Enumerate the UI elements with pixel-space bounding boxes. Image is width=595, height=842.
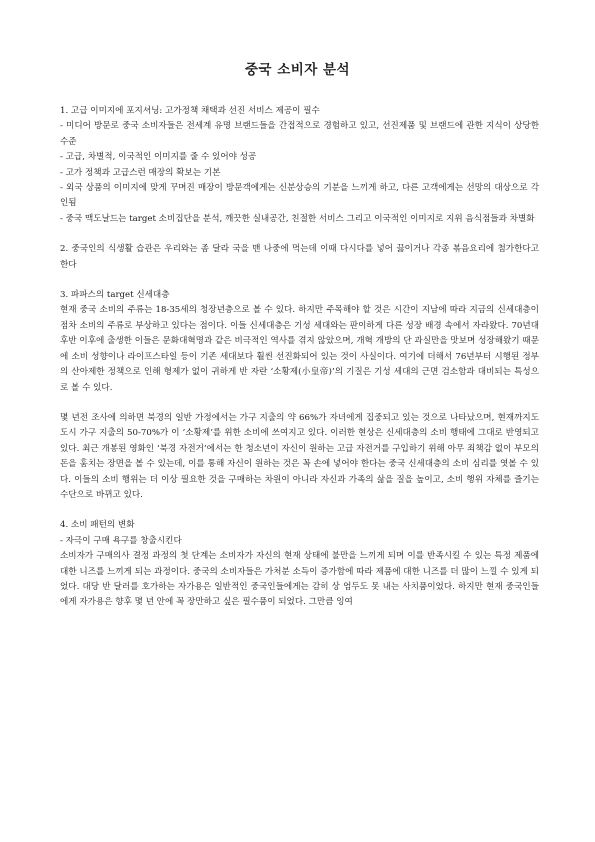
section-4-bullet: - 자극이 구매 욕구를 창출시킨다	[60, 535, 182, 546]
section-1-heading: 1. 고급 이미지에 포지셔닝: 고가정책 채택과 선진 서비스 제공이 필수	[60, 106, 320, 116]
document-title: 중국 소비자 분석	[244, 62, 351, 78]
section-2-heading: 2. 중국인의 식생활 습관은 우리와는 좀 달라 국을 맨 나중에 먹는데 이때 다시다를 넣어 끓이거나 각종 볶음요리에 첨가한다고 한다	[60, 244, 539, 270]
document-body	[60, 104, 539, 611]
section-3-paragraph: 현재 중국 소비의 주류는 18-35세의 청장년층으로 볼 수 있다. 하지만 주목해야 할 것은 시간이 지남에 따라 지금의 신세대층이 점차 소비의 주류로 부상하고 있다는 점이다. 이들 신세대층은 기성 세대와는 판이하게 다른 성장 배경 속에서 자라왔다. 70년대 후반 이후에 출생한 이들은 문화대혁명과 같은 비극적인 역사를 겪지 않았으며, 개혁 개방의 단 과실만을 맛보며 성장해왔기 때문에 소비 성향이나 라이프스타일 등이 기존 세대보다 훨씬 선진화되어 있는 것이 사실이다. 여기에 더해서 76년부터 시행된 정부의 산아제한 정책으로 인해 형제가 없이 귀하게 반 자란 ‘소황제(小皇帝)’의 기질은 기성 세대의 근면 검소함과 대비되는 특성으로 볼 수 있다.	[60, 305, 539, 393]
section-1-bullet: - 외국 상품의 이미지에 맞게 꾸며진 매장이 방문객에게는 신분상승의 기분을 느끼게 하고, 다른 고객에게는 선망의 대상으로 각인됨	[60, 183, 539, 209]
section-1-bullet: - 고급, 차별적, 이국적인 이미지를 줄 수 있어야 성공	[60, 152, 257, 163]
section-1-bullet: - 고가 정책과 고급스런 매장의 확보는 기본	[60, 167, 221, 178]
section-1-bullet: - 중국 맥도날드는 target 소비집단을 분석, 깨끗한 실내공간, 친절한 서비스 그리고 이국적인 이미지로 지위 음식점들과 차별화	[60, 213, 535, 224]
section-4-heading: 4. 소비 패턴의 변화	[60, 520, 135, 531]
section-1-bullet: - 미디어 방문로 중국 소비자들은 전세계 유명 브랜드들을 간접적으로 경험하고 있고, 선진제품 및 브랜드에 관한 지식이 상당한 수준	[60, 121, 539, 147]
section-3-heading: 3. 파파스의 target 신세대층	[60, 290, 170, 301]
section-3-paragraph: 몇 년전 조사에 의하면 북경의 일반 가정에서는 가구 지출의 약 66%가 자녀에게 집중되고 있는 것으로 나타났으며, 현재까지도 도시 가구 지출의 50-70%가 이 ‘소황제’를 위한 소비에 쓰여지고 있다. 이러한 현상은 신세대층의 소비 행태에 그대로 반영되고 있다. 최근 개봉된 영화인 ‘북경 자전거’에서는 한 청소년이 자신이 원하는 고급 자전거를 구입하기 위해 아무 죄책감 없이 부모의 돈을 훔치는 장면을 볼 수 있는데, 이를 통해 자신이 원하는 것은 꼭 손에 넣어야 한다는 중국 신세대층의 소비 심리를 엿볼 수 있다. 이들의 소비 행위는 더 이상 필요한 것을 구매하는 차원이 아니라 자신과 가족의 삶을 질을 높이고, 소비 행위 자체를 즐기는 수단으로 바뀌고 있다.	[60, 412, 539, 500]
section-4-paragraph: 소비자가 구매의사 결정 과정의 첫 단계는 소비자가 자신의 현재 상태에 불만을 느끼게 되며 이를 반족시킬 수 있는 특정 제품에 대한 니즈를 느끼게 되는 과정이다. 중국의 소비자들은 가처분 소득이 증가함에 따라 제품에 대한 니즈를 더 많이 느낄 수 있게 되었다. 대당 반 달러를 호가하는 자가용은 일반적인 중국인들에게는 감히 상 엄두도 못 내는 사치품이었다. 하지만 현재 중국인들에게 자가용은 향후 몇 년 안에 꼭 장만하고 싶은 필수품이 되었다. 그만큼 잉여	[60, 551, 539, 608]
